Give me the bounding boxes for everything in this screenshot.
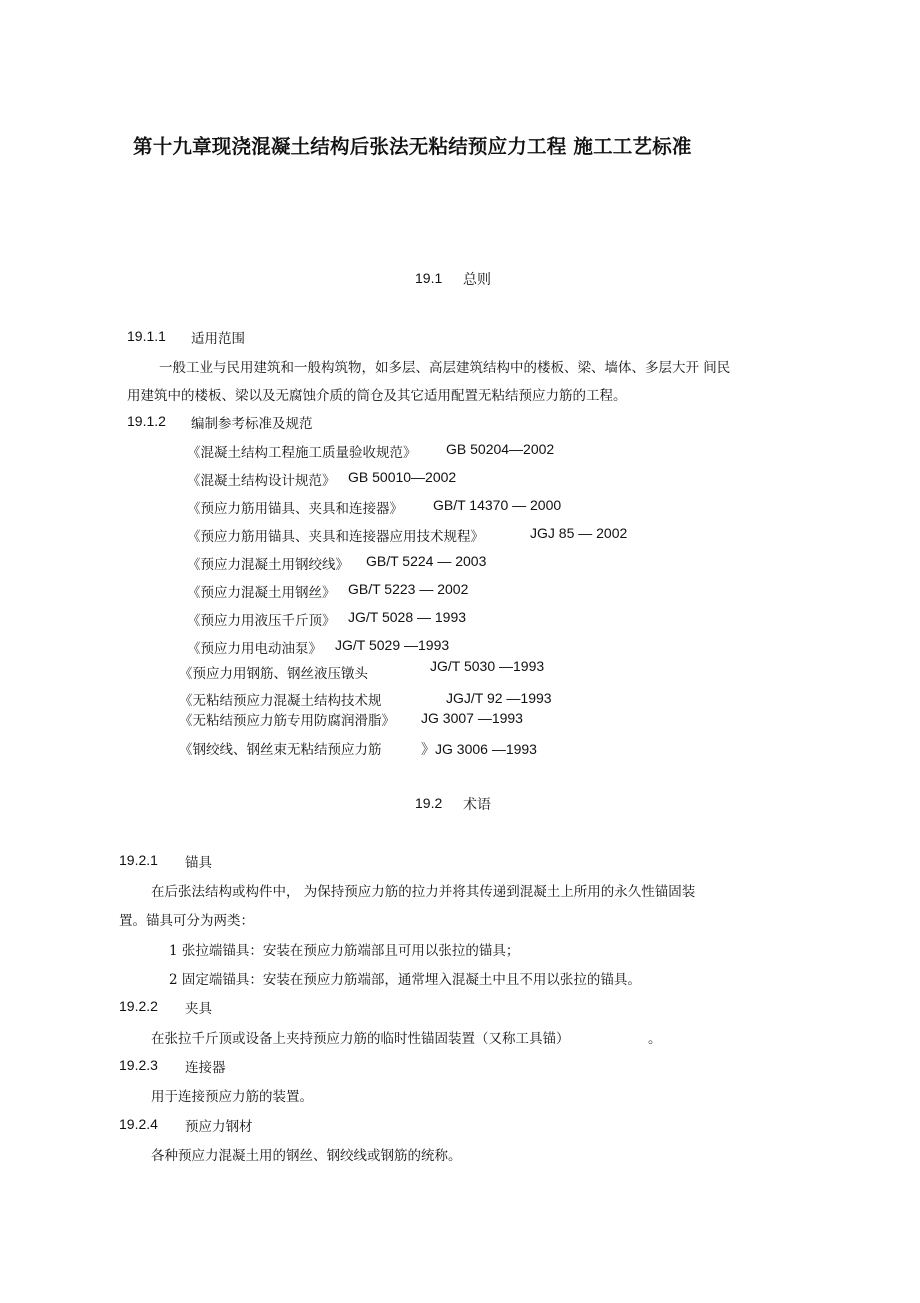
paragraph-line: 一般工业与民用建筑和一般构筑物，如多层、高层建筑结构中的楼板、梁、墙体、多层大开 间民 (159, 360, 731, 376)
reference-code: GB/T 14370 — 2000 (433, 497, 562, 513)
reference-code: JG/T 5029 —1993 (335, 637, 450, 653)
section-number: 19.1 (415, 270, 443, 286)
subsection-heading: 锚具 (185, 855, 212, 871)
reference-name: 《预应力混凝土用钢绞线》 (187, 557, 349, 573)
reference-code: JGJ/T 92 —1993 (446, 690, 552, 706)
reference-code: GB 50010—2002 (348, 469, 457, 485)
reference-name: 《预应力筋用锚具、夹具和连接器》 (187, 501, 403, 517)
subsection-number: 19.2.1 (119, 852, 158, 868)
subsection-heading: 夹具 (185, 1001, 212, 1017)
reference-name: 《混凝土结构工程施工质量验收规范》 (187, 445, 417, 461)
reference-code: GB/T 5223 — 2002 (348, 581, 469, 597)
reference-code: JGJ 85 — 2002 (530, 525, 628, 541)
subsection-number: 19.1.1 (127, 328, 166, 344)
list-item: 1 张拉端锚具：安装在预应力筋端部且可用以张拉的锚具； (169, 943, 520, 959)
reference-code: GB 50204—2002 (446, 441, 555, 457)
reference-code: GB/T 5224 — 2003 (366, 553, 487, 569)
reference-name: 《预应力混凝土用钢丝》 (187, 585, 336, 601)
reference-code: JG/T 5030 —1993 (430, 658, 545, 674)
subsection-number: 19.2.3 (119, 1057, 158, 1073)
subsection-heading: 适用范围 (191, 331, 245, 347)
reference-name: 《混凝土结构设计规范》 (187, 473, 336, 489)
paragraph-line: 在后张法结构或构件中， 为保持预应力筋的拉力并将其传递到混凝土上所用的永久性锚固装 (151, 884, 696, 900)
reference-name: 《无粘结预应力混凝土结构技术规 (179, 693, 382, 709)
section-number: 19.2 (415, 795, 443, 811)
paragraph-line: 各种预应力混凝土用的钢丝、钢绞线或钢筋的统称。 (151, 1148, 462, 1164)
subsection-number: 19.1.2 (127, 413, 166, 429)
paragraph-line: 用于连接预应力筋的装置。 (151, 1089, 313, 1105)
paragraph-line: 用建筑中的楼板、梁以及无腐蚀介质的筒仓及其它适用配置无粘结预应力筋的工程。 (127, 388, 627, 404)
document-title: 第十九章现浇混凝土结构后张法无粘结预应力工程 施工工艺标准 (133, 135, 692, 158)
reference-code: JG 3007 —1993 (421, 710, 523, 726)
subsection-heading: 连接器 (185, 1060, 226, 1076)
reference-name: 《预应力用钢筋、钢丝液压镦头 (179, 666, 368, 682)
section-heading: 总则 (463, 272, 491, 288)
subsection-number: 19.2.2 (119, 998, 158, 1014)
subsection-heading: 预应力钢材 (185, 1119, 253, 1135)
list-item: 2 固定端锚具：安装在预应力筋端部，通常埋入混凝土中且不用以张拉的锚具。 (169, 972, 641, 988)
reference-name: 《无粘结预应力筋专用防腐润滑脂》 (179, 713, 395, 729)
section-heading: 术语 (463, 797, 491, 813)
reference-name: 《预应力用电动油泵》 (187, 641, 322, 657)
reference-name: 《预应力筋用锚具、夹具和连接器应用技术规程》 (187, 529, 484, 545)
reference-code: JG/T 5028 — 1993 (348, 609, 467, 625)
subsection-heading: 编制参考标准及规范 (191, 416, 313, 432)
reference-name: 《钢绞线、钢丝束无粘结预应力筋 (179, 742, 382, 758)
paragraph-tail: 。 (648, 1031, 662, 1047)
paragraph-line: 在张拉千斤顶或设备上夹持预应力筋的临时性锚固装置（又称工具锚） (151, 1031, 570, 1047)
reference-name: 《预应力用液压千斤顶》 (187, 613, 336, 629)
subsection-number: 19.2.4 (119, 1116, 158, 1132)
paragraph-line: 置。锚具可分为两类： (119, 913, 254, 929)
reference-code: 》JG 3006 —1993 (421, 741, 537, 757)
